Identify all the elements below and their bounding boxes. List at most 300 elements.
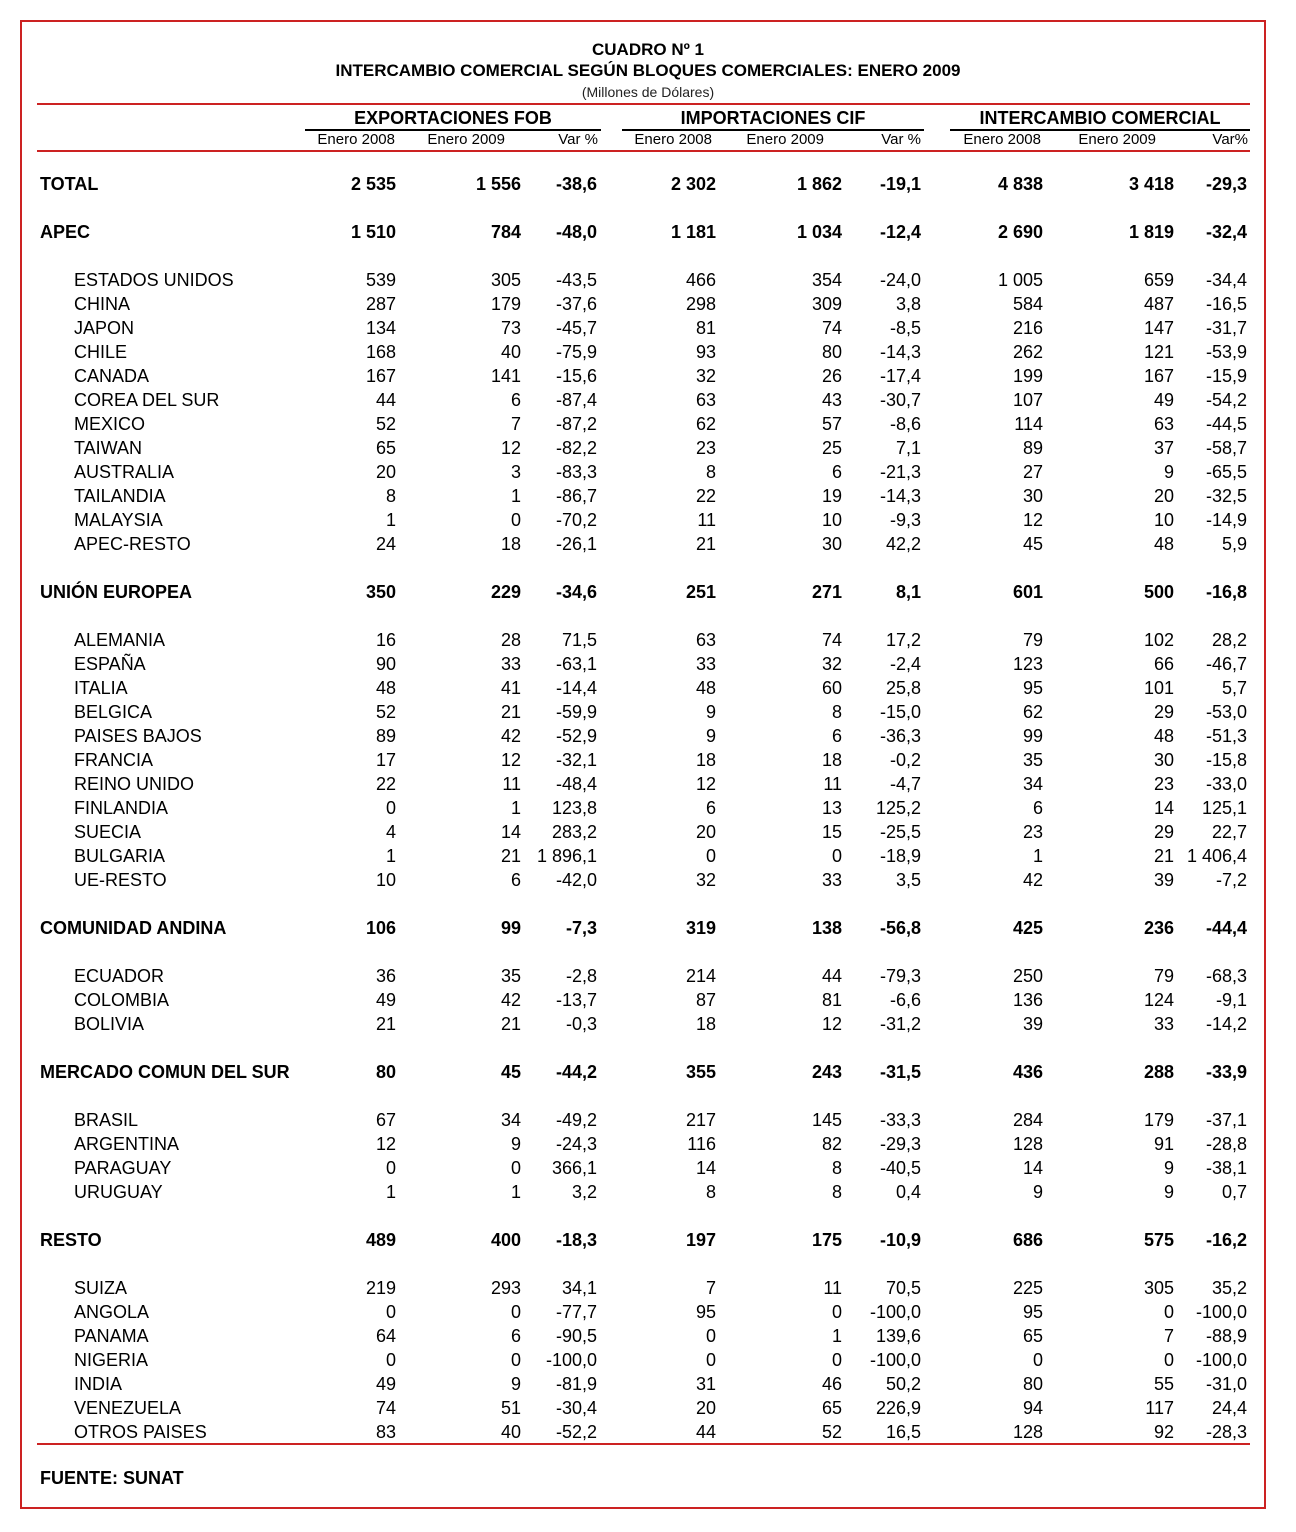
cell-value: -83,3 [555,462,597,482]
cell-value: 0 [831,1350,842,1370]
source-note: FUENTE: SUNAT [40,1468,184,1488]
cell-value: -82,2 [555,438,597,458]
cell-value: -0,3 [565,1014,597,1034]
cell-value: 243 [811,1062,842,1082]
cell-value: 686 [1012,1230,1043,1250]
cell-value: -90,5 [555,1326,597,1346]
cell-value: -68,3 [1205,966,1247,986]
cell-value: 73 [500,318,521,338]
cell-value: 50,2 [885,1374,921,1394]
cell-value: 0,7 [1221,1182,1247,1202]
cell-value: 175 [811,1230,842,1250]
cell-value: 0 [1163,1350,1174,1370]
cell-value: -16,8 [1205,582,1247,602]
cell-value: 23 [1153,774,1174,794]
row-label: COMUNIDAD ANDINA [40,918,227,938]
subheader-trade-2009: Enero 2009 [1078,131,1156,148]
cell-value: -7,3 [565,918,597,938]
cell-value: -26,1 [555,534,597,554]
cell-value: 125,1 [1201,798,1247,818]
cell-value: 139,6 [875,1326,921,1346]
cell-value: 8 [831,1158,842,1178]
cell-value: 49 [375,990,396,1010]
cell-value: -31,7 [1205,318,1247,338]
cell-value: 21 [500,1014,521,1034]
cell-value: 487 [1143,294,1174,314]
cell-value: 31 [695,1374,716,1394]
cell-value: 93 [695,342,716,362]
cell-value: 102 [1143,630,1174,650]
cell-value: 18 [500,534,521,554]
row-label: TOTAL [40,174,99,194]
country-row [0,678,1296,702]
cell-value: -51,3 [1205,726,1247,746]
cell-value: 1 [385,510,396,530]
cell-value: 145 [811,1110,842,1130]
cell-value: 20 [375,462,396,482]
cell-value: -31,5 [879,1062,921,1082]
cell-value: 305 [490,270,521,290]
cell-value: 81 [695,318,716,338]
cell-value: 7,1 [895,438,921,458]
cell-value: 39 [1022,1014,1043,1034]
cell-value: 91 [1153,1134,1174,1154]
cell-value: 262 [1012,342,1043,362]
cell-value: 179 [1143,1110,1174,1130]
cell-value: -77,7 [555,1302,597,1322]
cell-value: 116 [687,1134,716,1154]
cell-value: -10,9 [879,1230,921,1250]
cell-value: 466 [685,270,716,290]
cell-value: 48 [375,678,396,698]
cell-value: 36 [375,966,396,986]
cell-value: 28 [500,630,521,650]
cell-value: 71,5 [561,630,597,650]
row-label: APEC [40,222,91,242]
cell-value: -37,1 [1205,1110,1247,1130]
country-row [0,318,1296,342]
cell-value: -38,6 [555,174,597,194]
row-label: ESPAÑA [74,654,146,674]
row-label: APEC-RESTO [74,534,191,554]
country-row [0,462,1296,486]
row-label: URUGUAY [74,1182,163,1202]
cell-value: 66 [1153,654,1174,674]
cell-value: -44,5 [1205,414,1247,434]
cell-value: 136 [1012,990,1043,1010]
cell-value: 1 005 [997,270,1043,290]
cell-value: 659 [1143,270,1174,290]
cell-value: -15,9 [1205,366,1247,386]
cell-value: 101 [1143,678,1174,698]
cell-value: -32,4 [1205,222,1247,242]
cell-value: -63,1 [555,654,597,674]
cell-value: 236 [1143,918,1174,938]
cell-value: 197 [685,1230,716,1250]
cell-value: 167 [1143,366,1174,386]
cell-value: 65 [821,1398,842,1418]
cell-value: 12 [1022,510,1043,530]
cell-value: -81,9 [555,1374,597,1394]
cell-value: 107 [1012,390,1043,410]
cell-value: -33,0 [1205,774,1247,794]
cell-value: 21 [500,846,521,866]
cell-value: 12 [695,774,716,794]
cell-value: -14,9 [1205,510,1247,530]
cell-value: 584 [1012,294,1043,314]
cell-value: 65 [375,438,396,458]
row-label: PARAGUAY [74,1158,172,1178]
cell-value: 3 418 [1128,174,1174,194]
cell-value: -14,3 [879,342,921,362]
cell-value: -56,8 [879,918,921,938]
cell-value: 7 [510,414,521,434]
cell-value: 141 [490,366,521,386]
cell-value: -37,6 [555,294,597,314]
cell-value: 216 [1012,318,1043,338]
country-row [0,726,1296,750]
cell-value: 83 [375,1422,396,1442]
cell-value: -25,5 [879,822,921,842]
cell-value: 48 [1153,534,1174,554]
cell-value: -9,3 [889,510,921,530]
row-label: ECUADOR [74,966,165,986]
cell-value: 25 [821,438,842,458]
cell-value: -87,4 [555,390,597,410]
country-row [0,414,1296,438]
cell-value: 49 [1153,390,1174,410]
cell-value: 601 [1012,582,1043,602]
country-row [0,1182,1296,1206]
cell-value: 121 [1143,342,1174,362]
cell-value: 80 [821,342,842,362]
cell-value: 436 [1012,1062,1043,1082]
cell-value: 287 [365,294,396,314]
cell-value: 3 [510,462,521,482]
cell-value: 1 [385,1182,396,1202]
cell-value: 41 [500,678,521,698]
cell-value: 34,1 [561,1278,597,1298]
country-row [0,510,1296,534]
cell-value: 14 [500,822,521,842]
cell-value: 99 [1022,726,1043,746]
cell-value: 425 [1012,918,1043,938]
cell-value: 9 [1032,1182,1043,1202]
cell-value: 284 [1012,1110,1043,1130]
cell-value: 39 [1153,870,1174,890]
cell-value: -45,7 [555,318,597,338]
row-label: UE-RESTO [74,870,167,890]
cell-value: 1 [1032,846,1043,866]
cell-value: 32 [695,870,716,890]
cell-value: 95 [695,1302,716,1322]
cell-value: 18 [695,750,716,770]
cell-value: -16,2 [1205,1230,1247,1250]
row-label: CHILE [74,342,128,362]
row-label: UNIÓN EUROPEA [40,582,193,602]
cell-value: 33 [821,870,842,890]
cell-value: 1 [385,846,396,866]
cell-value: 80 [375,1062,396,1082]
cell-value: 0 [705,1326,716,1346]
cell-value: 226,9 [875,1398,921,1418]
cell-value: 95 [1022,678,1043,698]
cell-value: 62 [1022,702,1043,722]
cell-value: -58,7 [1205,438,1247,458]
cell-value: 25,8 [885,678,921,698]
cell-value: 44 [821,966,842,986]
cell-value: 11 [502,774,521,794]
cell-value: 8 [385,486,396,506]
cell-value: 33 [695,654,716,674]
cell-value: 3,8 [895,294,921,314]
cell-value: 49 [375,1374,396,1394]
cell-value: -18,3 [555,1230,597,1250]
cell-value: 48 [1153,726,1174,746]
country-row [0,1134,1296,1158]
cell-value: 250 [1012,966,1043,986]
cell-value: -44,4 [1205,918,1247,938]
cell-value: 366,1 [551,1158,597,1178]
cell-value: -24,0 [879,270,921,290]
cell-value: -49,2 [555,1110,597,1130]
cell-value: 17 [375,750,396,770]
units-note: (Millones de Dólares) [581,84,715,100]
country-row [0,390,1296,414]
cell-value: 5,7 [1221,678,1247,698]
cell-value: 9 [1163,1182,1174,1202]
cell-value: 79 [1153,966,1174,986]
cell-value: 89 [375,726,396,746]
cell-value: 40 [500,1422,521,1442]
cell-value: 8,1 [895,582,921,602]
cell-value: 9 [705,702,716,722]
country-row [0,750,1296,774]
cell-value: 20 [695,1398,716,1418]
row-label: ITALIA [74,678,128,698]
cell-value: -86,7 [555,486,597,506]
country-row [0,486,1296,510]
bloc-row [0,582,1296,606]
cell-value: 0 [510,510,521,530]
cell-value: -2,8 [565,966,597,986]
cell-value: 21 [500,702,521,722]
cell-value: -14,4 [555,678,597,698]
cell-value: 14 [1153,798,1174,818]
country-row [0,534,1296,558]
country-row [0,1302,1296,1326]
cell-value: 1 406,4 [1186,846,1247,866]
cell-value: -43,5 [555,270,597,290]
cell-value: 4 [385,822,396,842]
cell-value: -100,0 [869,1350,921,1370]
cell-value: -17,4 [879,366,921,386]
cell-value: 74 [375,1398,396,1418]
cell-value: 94 [1022,1398,1043,1418]
cell-value: 6 [831,726,842,746]
cell-value: 128 [1012,1134,1043,1154]
country-row [0,630,1296,654]
cell-value: 350 [365,582,396,602]
cell-value: 354 [811,270,842,290]
cell-value: -0,2 [889,750,921,770]
bloc-row [0,1230,1296,1254]
cell-value: 34 [1022,774,1043,794]
cell-value: 6 [510,870,521,890]
cell-value: 134 [365,318,396,338]
cell-value: -19,1 [879,174,921,194]
row-label: BULGARIA [74,846,166,866]
country-row [0,1350,1296,1374]
cell-value: -6,6 [889,990,921,1010]
cell-value: 10 [375,870,396,890]
cell-value: 1 862 [796,174,842,194]
cell-value: 9 [1163,462,1174,482]
cell-value: 35 [1022,750,1043,770]
cell-value: 16,5 [885,1422,921,1442]
cell-value: 52 [821,1422,842,1442]
cell-value: -100,0 [1195,1302,1247,1322]
cell-value: 55 [1153,1374,1174,1394]
cell-value: 6 [510,390,521,410]
cell-value: -8,6 [889,414,921,434]
cell-value: 45 [500,1062,521,1082]
cell-value: 179 [490,294,521,314]
cell-value: -44,2 [555,1062,597,1082]
cell-value: -16,5 [1205,294,1247,314]
table-title: INTERCAMBIO COMERCIAL SEGÚN BLOQUES COMERCIALES: ENERO 2009 [335,61,961,80]
cell-value: 400 [490,1230,521,1250]
row-label: ANGOLA [74,1302,150,1322]
cell-value: -100,0 [545,1350,597,1370]
cell-value: 22,7 [1211,822,1247,842]
cell-value: 46 [821,1374,842,1394]
cell-value: -40,5 [879,1158,921,1178]
subheader-imp-var: Var % [881,131,921,148]
cell-value: -53,0 [1205,702,1247,722]
cell-value: 1 [510,486,521,506]
cell-value: 305 [1143,1278,1174,1298]
cell-value: 26 [821,366,842,386]
cell-value: 33 [500,654,521,674]
cell-value: -15,0 [879,702,921,722]
cell-value: 9 [705,726,716,746]
row-label: SUECIA [74,822,142,842]
country-row [0,1326,1296,1350]
cell-value: 1 556 [475,174,521,194]
cell-value: -52,9 [555,726,597,746]
row-label: REINO UNIDO [74,774,195,794]
cell-value: 81 [821,990,842,1010]
subheader-trade-2008: Enero 2008 [963,131,1041,148]
cell-value: 92 [1153,1422,1174,1442]
cell-value: -54,2 [1205,390,1247,410]
cell-value: 44 [375,390,396,410]
cell-value: 355 [685,1062,716,1082]
cell-value: -33,3 [879,1110,921,1130]
cell-value: 37 [1153,438,1174,458]
cell-value: -79,3 [879,966,921,986]
cell-value: 82 [821,1134,842,1154]
cell-value: 52 [375,414,396,434]
country-row [0,870,1296,894]
cell-value: -46,7 [1205,654,1247,674]
cell-value: 7 [705,1278,716,1298]
cell-value: 168 [365,342,396,362]
cell-value: 30 [1022,486,1043,506]
cell-value: 3,2 [571,1182,597,1202]
country-row [0,270,1296,294]
country-row [0,294,1296,318]
cell-value: -15,6 [555,366,597,386]
cell-value: 42 [500,726,521,746]
cell-value: 114 [1014,414,1043,434]
country-row [0,774,1296,798]
country-row [0,438,1296,462]
cell-value: -24,3 [555,1134,597,1154]
row-label: ALEMANIA [74,630,166,650]
cell-value: -14,2 [1205,1014,1247,1034]
cell-value: 16 [375,630,396,650]
cell-value: 167 [365,366,396,386]
cell-value: -29,3 [879,1134,921,1154]
row-label: MALAYSIA [74,510,163,530]
cell-value: 21 [1153,846,1174,866]
subheader-imp-2009: Enero 2009 [746,131,824,148]
cell-value: 125,2 [875,798,921,818]
row-label: BELGICA [74,702,153,722]
cell-value: -48,4 [555,774,597,794]
cell-value: 29 [1153,702,1174,722]
cell-value: 1 [510,798,521,818]
country-row [0,1374,1296,1398]
subheader-exp-2009: Enero 2009 [427,131,505,148]
cell-value: -18,9 [879,846,921,866]
cell-value: -59,9 [555,702,597,722]
cell-value: 7 [1163,1326,1174,1346]
row-label: FRANCIA [74,750,154,770]
cell-value: 2 690 [997,222,1043,242]
cell-value: 4 838 [997,174,1043,194]
cell-value: 8 [831,702,842,722]
cell-value: 500 [1143,582,1174,602]
country-row [0,702,1296,726]
cell-value: -13,7 [555,990,597,1010]
cell-value: 14 [1022,1158,1043,1178]
row-label: INDIA [74,1374,123,1394]
bloc-row [0,174,1296,198]
cell-value: 575 [1143,1230,1174,1250]
cell-value: 0 [385,1302,396,1322]
cell-value: 8 [705,1182,716,1202]
country-row [0,1398,1296,1422]
country-row [0,654,1296,678]
row-label: PAISES BAJOS [74,726,202,746]
cell-value: 0 [510,1302,521,1322]
country-row [0,366,1296,390]
cell-value: -36,3 [879,726,921,746]
cell-value: -15,8 [1205,750,1247,770]
cell-value: 1 819 [1128,222,1174,242]
cell-value: 62 [695,414,716,434]
cell-value: 70,5 [885,1278,921,1298]
cell-value: 12 [500,438,521,458]
cell-value: 11 [823,1278,842,1298]
cell-value: 0 [510,1158,521,1178]
cell-value: 22 [375,774,396,794]
row-label: JAPON [74,318,135,338]
subheader-exp-2008: Enero 2008 [317,131,395,148]
